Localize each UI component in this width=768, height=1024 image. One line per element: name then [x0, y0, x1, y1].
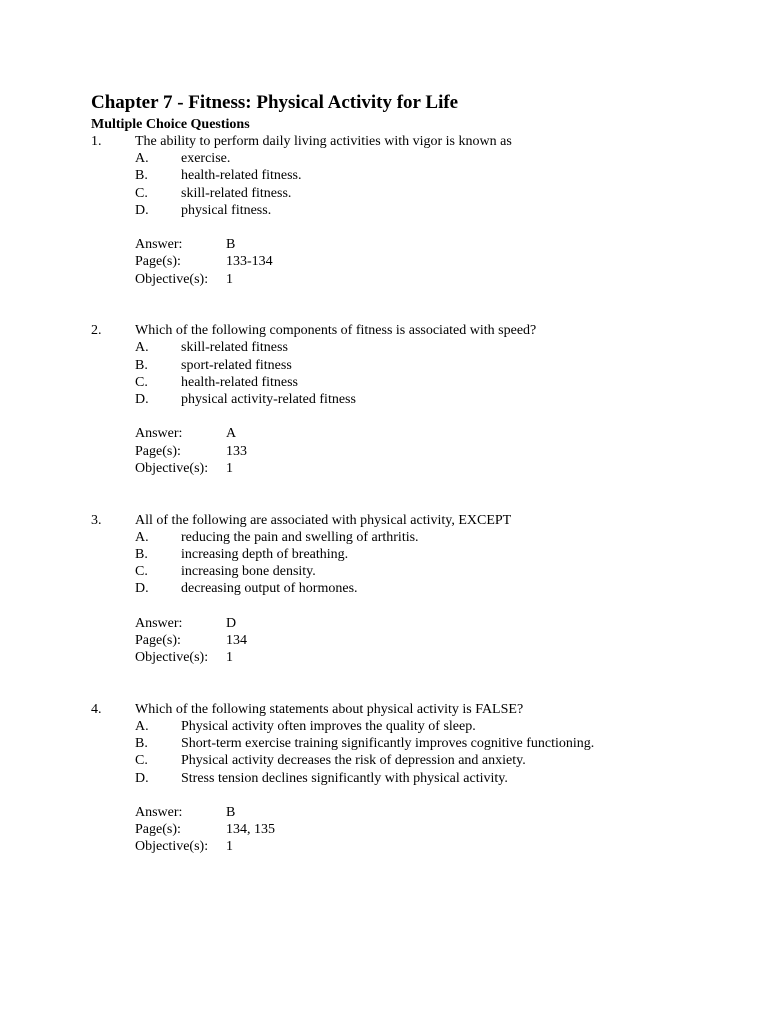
option-text: Physical activity decreases the risk of depression and anxiety. [181, 753, 526, 769]
question-text: The ability to perform daily living activities with vigor is known as [135, 134, 512, 149]
option-a [91, 339, 731, 356]
option-letter: D. [135, 202, 149, 218]
option-c [91, 752, 731, 769]
spacer [91, 477, 731, 512]
pages-label: Page(s): [135, 254, 181, 270]
option-c [91, 563, 731, 580]
option-letter: B. [135, 357, 148, 373]
option-text: increasing depth of breathing. [181, 546, 349, 562]
option-letter: B. [135, 168, 148, 184]
option-b [91, 357, 731, 374]
option-letter: D. [135, 581, 149, 597]
question-text: Which of the following components of fitness is associated with speed? [135, 323, 537, 339]
option-text: skill-related fitness. [181, 185, 292, 201]
answer-row [91, 615, 731, 632]
option-letter: C. [135, 753, 148, 769]
answer-label: Answer: [135, 804, 183, 820]
question-stem [91, 322, 731, 339]
pages-row [91, 632, 731, 649]
objectives-value: 1 [226, 271, 233, 287]
answer-label: Answer: [135, 237, 183, 253]
option-text: health-related fitness [181, 374, 299, 390]
question-number: 1. [91, 134, 102, 149]
option-text: decreasing output of hormones. [181, 581, 358, 597]
objectives-row [91, 838, 731, 855]
objectives-label: Objective(s): [135, 839, 209, 855]
option-text: exercise. [181, 151, 231, 167]
option-letter: D. [135, 392, 149, 408]
objectives-label: Objective(s): [135, 650, 209, 666]
question-3 [91, 512, 731, 667]
section-title: Multiple Choice Questions [91, 117, 250, 132]
pages-row [91, 443, 731, 460]
question-text: Which of the following statements about physical activity is FALSE? [135, 701, 524, 717]
pages-value: 134, 135 [226, 822, 275, 838]
option-letter: A. [135, 719, 149, 735]
answer-value: A [226, 426, 237, 442]
option-text: Short-term exercise training significantly improves cognitive functioning. [181, 736, 595, 752]
option-a [91, 529, 731, 546]
option-text: physical activity-related fitness [181, 392, 356, 408]
question-4 [91, 701, 731, 856]
pages-value: 133 [226, 443, 247, 459]
option-d [91, 202, 731, 219]
option-text: health-related fitness. [181, 168, 302, 184]
document-page [91, 92, 731, 856]
option-text: Physical activity often improves the quality of sleep. [181, 719, 476, 735]
option-letter: A. [135, 529, 149, 545]
spacer [91, 219, 731, 236]
option-text: skill-related fitness [181, 340, 288, 356]
chapter-title: Chapter 7 - Fitness: Physical Activity for Life [91, 92, 459, 113]
answer-row [91, 425, 731, 442]
answer-row [91, 236, 731, 253]
pages-value: 134 [226, 632, 247, 648]
option-d [91, 770, 731, 787]
option-letter: B. [135, 546, 148, 562]
option-text: increasing bone density. [181, 564, 316, 580]
answer-value: B [226, 804, 236, 820]
question-text: All of the following are associated with physical activity, EXCEPT [135, 512, 512, 528]
objectives-label: Objective(s): [135, 271, 209, 287]
spacer [91, 408, 731, 425]
objectives-row [91, 460, 731, 477]
option-letter: C. [135, 185, 148, 201]
option-text: sport-related fitness [181, 357, 292, 373]
option-letter: B. [135, 736, 148, 752]
option-letter: C. [135, 564, 148, 580]
spacer [91, 666, 731, 701]
question-stem [91, 512, 731, 529]
objectives-value: 1 [226, 839, 233, 855]
answer-row [91, 804, 731, 821]
pages-row [91, 253, 731, 270]
option-letter: A. [135, 340, 149, 356]
objectives-row [91, 271, 731, 288]
pages-value: 133-134 [226, 254, 273, 270]
option-text: Stress tension declines significantly with physical activity. [181, 770, 508, 786]
question-number: 2. [91, 323, 102, 339]
spacer [91, 787, 731, 804]
objectives-value: 1 [226, 650, 233, 666]
answer-value: D [226, 615, 237, 631]
option-d [91, 391, 731, 408]
objectives-value: 1 [226, 460, 233, 476]
option-text: physical fitness. [181, 202, 272, 218]
option-text: reducing the pain and swelling of arthritis. [181, 529, 419, 545]
answer-label: Answer: [135, 426, 183, 442]
spacer [91, 288, 731, 323]
question-stem [91, 701, 731, 718]
option-letter: C. [135, 374, 148, 390]
option-a [91, 718, 731, 735]
spacer [91, 598, 731, 615]
pages-label: Page(s): [135, 443, 181, 459]
option-b [91, 735, 731, 752]
option-a [91, 150, 731, 167]
objectives-row [91, 649, 731, 666]
option-b [91, 167, 731, 184]
option-d [91, 580, 731, 597]
option-b [91, 546, 731, 563]
answer-value: B [226, 237, 236, 253]
pages-label: Page(s): [135, 632, 181, 648]
answer-label: Answer: [135, 615, 183, 631]
objectives-label: Objective(s): [135, 460, 209, 476]
question-1 [91, 133, 731, 288]
pages-label: Page(s): [135, 822, 181, 838]
option-letter: A. [135, 151, 149, 167]
option-c [91, 374, 731, 391]
option-letter: D. [135, 770, 149, 786]
option-c [91, 185, 731, 202]
question-number: 4. [91, 701, 102, 717]
question-number: 3. [91, 512, 102, 528]
question-stem [91, 133, 731, 150]
pages-row [91, 821, 731, 838]
question-2 [91, 322, 731, 477]
